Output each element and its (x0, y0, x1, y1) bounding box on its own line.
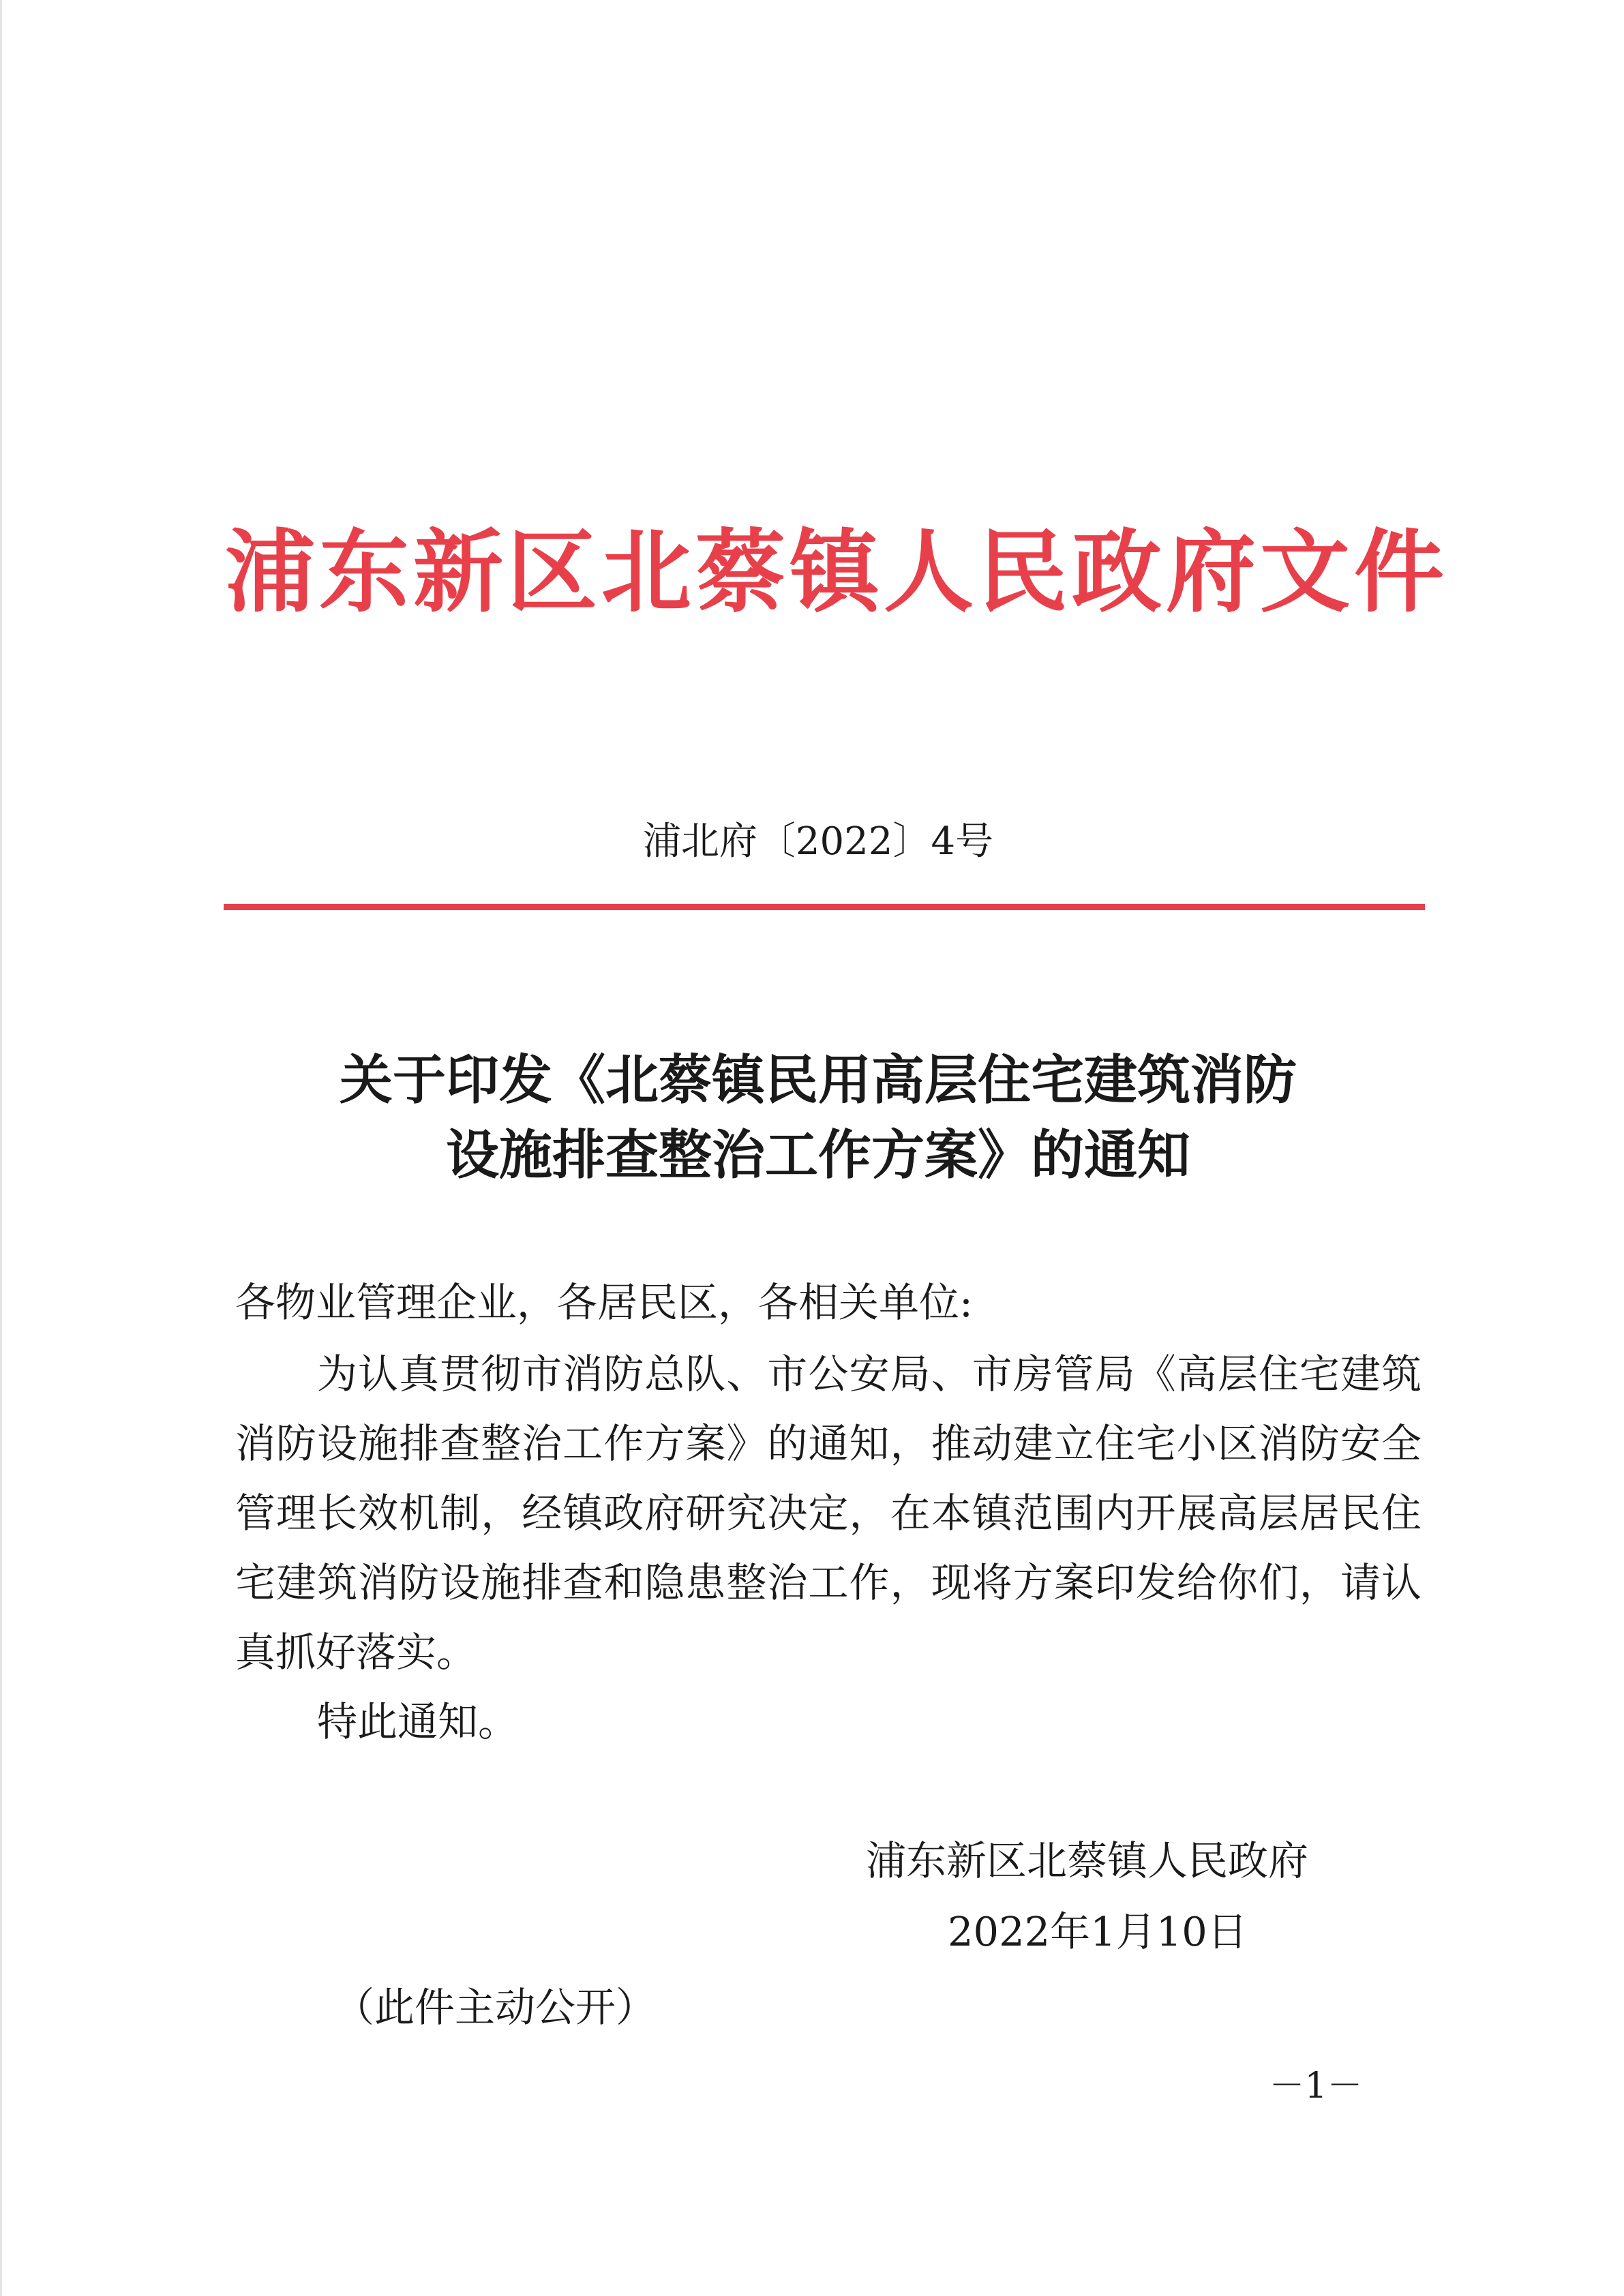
notice-title-line-1: 关于印发《北蔡镇民用高层住宅建筑消防 (339, 1049, 1297, 1111)
body-paragraph: 为认真贯彻市消防总队、市公安局、市房管局《高层住宅建筑消防设施排查整治工作方案》的通知，推动建立住宅小区消防安全管理长效机制，经镇政府研究决定，在本镇范围内开展高层居民住宅建筑消防设施排查和隐患整治工作，现将方案印发给你们，请认真抓好落实。 (235, 1350, 1422, 1676)
notice-title (225, 1043, 1411, 1193)
page-number: －1－ (1269, 2066, 1363, 2106)
disclosure-note: （此件主动公开） (334, 1984, 657, 2031)
recipients-line: 各物业管理企业，各居民区，各相关单位: (235, 1279, 973, 1326)
red-divider-line (224, 904, 1425, 910)
scan-edge-line (0, 0, 2, 2296)
document-number: 浦北府〔2022〕4号 (642, 819, 994, 864)
issuer-signature: 浦东新区北蔡镇人民政府 (866, 1837, 1309, 1884)
closing-line: 特此通知。 (317, 1698, 519, 1745)
notice-title-line-2: 设施排查整治工作方案》的通知 (445, 1124, 1190, 1186)
issuing-authority-title: 浦东新区北蔡镇人民政府文件 (225, 519, 1448, 625)
issue-date: 2022年1月10日 (948, 1908, 1248, 1955)
